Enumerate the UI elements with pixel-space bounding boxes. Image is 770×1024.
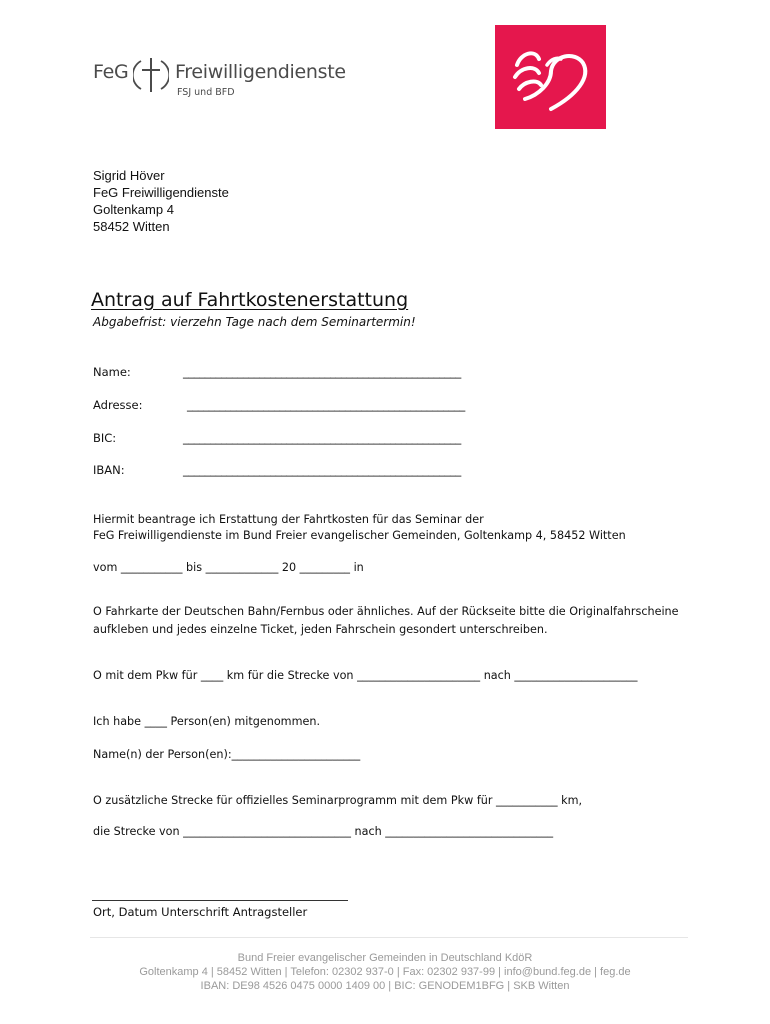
- address-line: FeG Freiwilligendienste: [93, 185, 229, 200]
- footer-line: Bund Freier evangelischer Gemeinden in Deutschland KdöR: [237, 952, 533, 964]
- option-car[interactable]: O mit dem Pkw für ____ km für die Strecke von ______________________ nach ______________________: [93, 669, 638, 682]
- deadline-note: Abgabefrist: vierzehn Tage nach dem Seminartermin!: [93, 315, 416, 329]
- footer-line: IBAN: DE98 4526 0475 0000 1409 00 | BIC: GENODEM1BFG | SKB Witten: [200, 980, 570, 992]
- document-title: Antrag auf Fahrtkostenerstattung: [91, 289, 409, 311]
- bic-field[interactable]: ___________________________________________________: [183, 431, 461, 445]
- adresse-label: Adresse:: [93, 398, 143, 412]
- cross-circle-icon: [133, 57, 169, 98]
- option-additional-route[interactable]: O zusätzliche Strecke für offizielles Seminarprogramm mit dem Pkw für ___________ km,: [93, 794, 583, 807]
- option-train-ticket-note: aufkleben und jedes einzelne Ticket, jeden Fahrschein gesondert unterschreiben.: [93, 623, 548, 636]
- route-line[interactable]: die Strecke von ______________________________ nach ______________________________: [93, 825, 554, 838]
- passengers-names-line[interactable]: Name(n) der Person(en):_______________________: [93, 748, 361, 761]
- date-range-line[interactable]: vom ___________ bis _____________ 20 _________ in: [93, 561, 364, 574]
- address-line: Sigrid Höver: [93, 168, 165, 183]
- request-text: FeG Freiwilligendienste im Bund Freier evangelischer Gemeinden, Goltenkamp 4, 58452 Witten: [93, 529, 626, 542]
- passengers-count-line[interactable]: Ich habe ____ Person(en) mitgenommen.: [93, 715, 321, 728]
- footer-divider: [90, 937, 688, 938]
- feg-logo: [93, 57, 353, 107]
- address-line: Goltenkamp 4: [93, 202, 174, 217]
- iban-label: IBAN:: [93, 463, 125, 477]
- logo-name: Freiwilligendienste: [175, 61, 346, 83]
- heart-hand-icon: [495, 25, 606, 129]
- page-footer: [85, 951, 685, 993]
- iban-field[interactable]: ___________________________________________________: [183, 463, 461, 477]
- signature-label: Ort, Datum Unterschrift Antragsteller: [93, 905, 308, 919]
- address-line: 58452 Witten: [93, 219, 170, 234]
- heart-badge: [495, 25, 606, 129]
- name-field[interactable]: ___________________________________________________: [183, 365, 461, 379]
- bic-label: BIC:: [93, 431, 117, 445]
- logo-brand: FeG: [93, 61, 129, 83]
- recipient-address: [93, 167, 229, 235]
- name-label: Name:: [93, 365, 131, 379]
- adresse-field[interactable]: ___________________________________________________: [187, 398, 465, 412]
- signature-line[interactable]: [92, 900, 348, 901]
- option-train-ticket[interactable]: O Fahrkarte der Deutschen Bahn/Fernbus oder ähnliches. Auf der Rückseite bitte die Originalfahrscheine: [93, 605, 679, 618]
- footer-line: Goltenkamp 4 | 58452 Witten | Telefon: 02302 937-0 | Fax: 02302 937-99 | info@bund.feg.de | feg.de: [139, 966, 631, 978]
- request-text: Hiermit beantrage ich Erstattung der Fahrtkosten für das Seminar der: [93, 513, 484, 526]
- logo-subtitle: FSJ und BFD: [177, 87, 235, 98]
